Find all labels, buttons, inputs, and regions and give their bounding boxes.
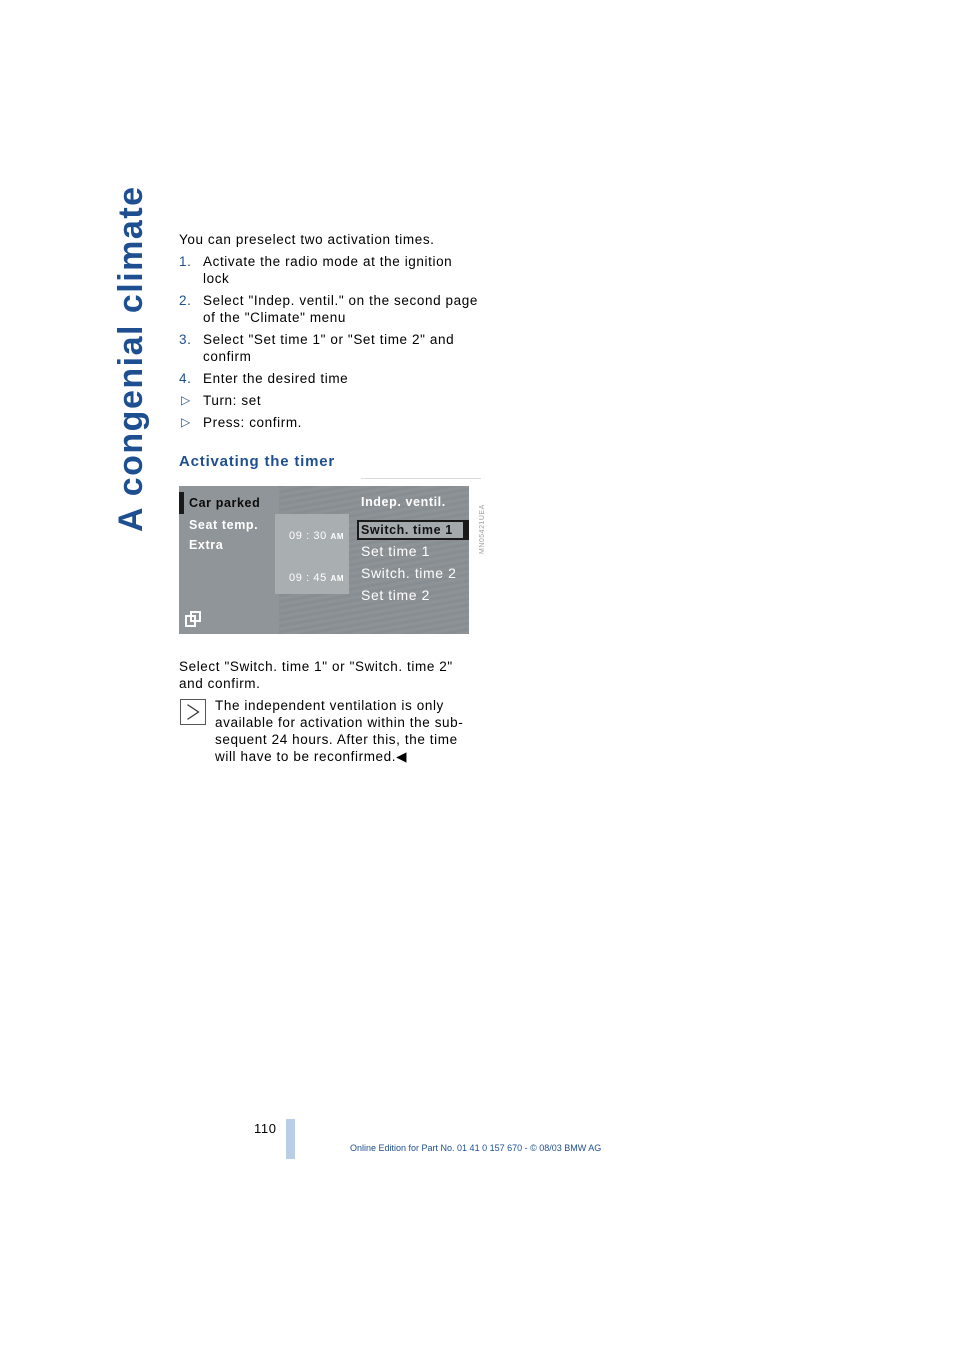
bullet-item: [179, 392, 479, 409]
display-screenshot: [177, 478, 486, 638]
bullet-text: Press: confirm.: [203, 415, 303, 430]
left-menu-item: Seat temp.: [189, 518, 259, 532]
chapter-side-title: [100, 185, 160, 532]
step-text: Select "Set time 1" or "Set time 2" and confirm: [203, 332, 455, 364]
right-menu-title: Indep. ventil.: [361, 495, 446, 509]
select-text: Select "Switch. time 1" or "Switch. time 2" and confirm.: [179, 659, 453, 691]
left-menu-item: Extra: [189, 538, 224, 552]
step-item: [179, 331, 479, 365]
right-selection-tick: [465, 520, 469, 540]
step-text: Activate the radio mode at the ignition lock: [203, 254, 453, 286]
right-menu-item: Switch. time 2: [361, 565, 457, 581]
right-menu-item: Switch. time 1: [361, 523, 453, 537]
step-number: 1.: [179, 254, 192, 269]
step-text: Select "Indep. ventil." on the second page of the "Climate" menu: [203, 293, 478, 325]
display-panel: [179, 486, 469, 634]
time-1: 09 : 30 AM: [289, 530, 345, 542]
note: [179, 697, 479, 765]
page-bar: [286, 1119, 295, 1159]
section-heading: Activating the timer: [179, 453, 336, 470]
menu-home-icon: [185, 611, 201, 627]
left-menu: [179, 486, 279, 634]
end-mark-icon: ◀: [396, 749, 408, 764]
step-item: [179, 370, 479, 387]
right-menu-item: Set time 2: [361, 587, 431, 603]
left-selection-bar: [179, 492, 184, 514]
bullet-item: [179, 414, 479, 431]
triangle-bullet-icon: ▷: [181, 415, 191, 429]
image-code: MN05421UEA: [479, 504, 486, 554]
time-2: 09 : 45 AM: [289, 572, 345, 584]
step-item: [179, 253, 479, 287]
right-menu-item: Set time 1: [361, 543, 431, 559]
chapter-side-title-text: A congenial climate: [112, 185, 150, 532]
step-number: 3.: [179, 332, 192, 347]
time-box: [275, 514, 349, 594]
image-top-rule: [361, 478, 481, 479]
note-text: The independent ventilation is only available for activation within the sub-sequent 24 hours. After this, the time will have to be reconfirmed.◀: [215, 698, 464, 764]
step-number: 4.: [179, 371, 192, 386]
step-number: 2.: [179, 293, 192, 308]
step-item: [179, 292, 479, 326]
main-column: [179, 231, 486, 770]
triangle-bullet-icon: ▷: [181, 393, 191, 407]
bullet-text: Turn: set: [203, 393, 262, 408]
intro-text: You can preselect two activation times.: [179, 232, 435, 247]
page-number: 110: [254, 1121, 277, 1136]
left-menu-item: Car parked: [189, 496, 261, 510]
footer-text: Online Edition for Part No. 01 41 0 157 670 - © 08/03 BMW AG: [350, 1143, 602, 1153]
note-arrow-icon: [180, 699, 206, 725]
step-text: Enter the desired time: [203, 371, 349, 386]
